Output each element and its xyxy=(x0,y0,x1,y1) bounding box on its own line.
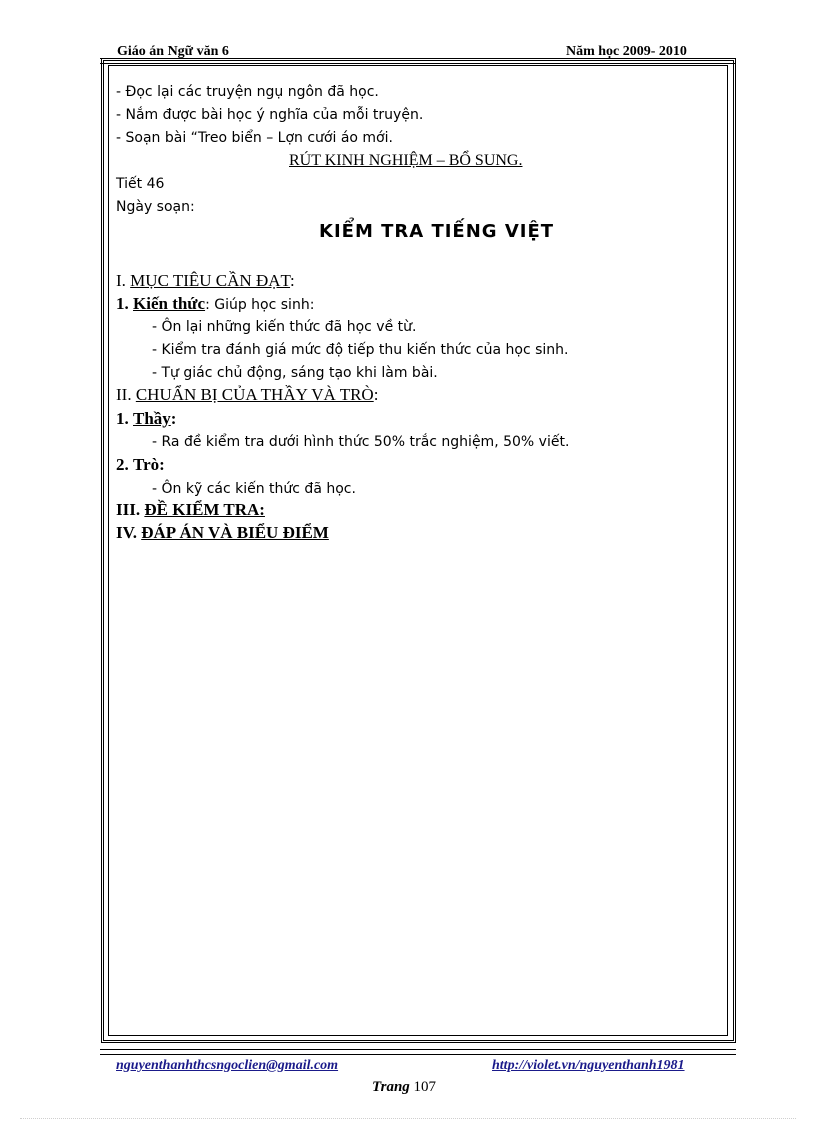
knowledge-item-2: - Kiểm tra đánh giá mức độ tiếp thu kiến thức của học sinh. xyxy=(152,342,569,358)
student-item-1: - Ôn kỹ các kiến thức đã học. xyxy=(152,481,356,497)
subsection-knowledge-number: 1. xyxy=(116,294,129,313)
page-border-inner xyxy=(108,65,728,1036)
subsection-teacher xyxy=(116,409,176,429)
section-2-heading xyxy=(116,385,378,405)
section-4-title: ĐÁP ÁN VÀ BIỂU ĐIỂM xyxy=(141,523,329,542)
footer-email-link[interactable]: nguyenthanhthcsngoclien@gmail.com xyxy=(116,1058,339,1073)
lesson-number: Tiết 46 xyxy=(116,176,165,192)
subsection-knowledge-label: Kiến thức xyxy=(133,294,206,313)
section-1-heading xyxy=(116,271,295,291)
section-4-number: IV. xyxy=(116,523,137,542)
subsection-student-label: Trò xyxy=(133,455,160,474)
subsection-teacher-colon: : xyxy=(170,409,177,428)
subsection-teacher-number: 1. xyxy=(116,409,129,428)
subsection-student-colon: : xyxy=(159,455,165,474)
subsection-knowledge-intro: : Giúp học sinh: xyxy=(205,297,315,313)
page-number-value: 107 xyxy=(413,1079,437,1095)
section-2-title: CHUẨN BỊ CỦA THẦY VÀ TRÒ xyxy=(135,385,374,404)
page-number-label: Trang xyxy=(372,1079,410,1095)
intro-line-1: - Đọc lại các truyện ngụ ngôn đã học. xyxy=(116,84,379,100)
subsection-teacher-label: Thầy xyxy=(133,409,171,428)
preparation-date: Ngày soạn: xyxy=(116,199,195,215)
section-1-title: MỤC TIÊU CẦN ĐẠT xyxy=(130,271,291,290)
page-number xyxy=(372,1079,436,1096)
subsection-knowledge xyxy=(116,294,314,314)
section-2-colon: : xyxy=(373,385,379,404)
section-1-colon: : xyxy=(290,271,295,290)
page-title: KIỂM TRA TIẾNG VIỆT xyxy=(319,221,555,242)
page-bottom-dotted-line xyxy=(20,1118,796,1119)
footer-website-link[interactable]: http://violet.vn/nguyenthanh1981 xyxy=(492,1058,685,1073)
section-1-number: I. xyxy=(116,271,126,290)
section-3-number: III. xyxy=(116,500,141,519)
intro-line-2: - Nắm được bài học ý nghĩa của mỗi truyện. xyxy=(116,107,424,123)
header-subject: Giáo án Ngữ văn 6 xyxy=(117,44,229,59)
header-school-year: Năm học 2009- 2010 xyxy=(566,44,687,59)
teacher-item-1: - Ra đề kiểm tra dưới hình thức 50% trắc nghiệm, 50% viết. xyxy=(152,434,570,450)
section-3-heading xyxy=(116,500,265,520)
knowledge-item-1: - Ôn lại những kiến thức đã học về từ. xyxy=(152,319,417,335)
subsection-student xyxy=(116,455,165,475)
section-2-number: II. xyxy=(116,385,132,404)
intro-line-3: - Soạn bài “Treo biển – Lợn cưới áo mới. xyxy=(116,130,393,146)
footer-rule xyxy=(100,1049,736,1055)
subsection-student-number: 2. xyxy=(116,455,129,474)
section-4-heading xyxy=(116,523,329,543)
review-heading: RÚT KINH NGHIỆM – BỔ SUNG. xyxy=(289,152,523,169)
knowledge-item-3: - Tự giác chủ động, sáng tạo khi làm bài. xyxy=(152,365,438,381)
section-3-title: ĐỀ KIỂM TRA: xyxy=(144,500,265,519)
